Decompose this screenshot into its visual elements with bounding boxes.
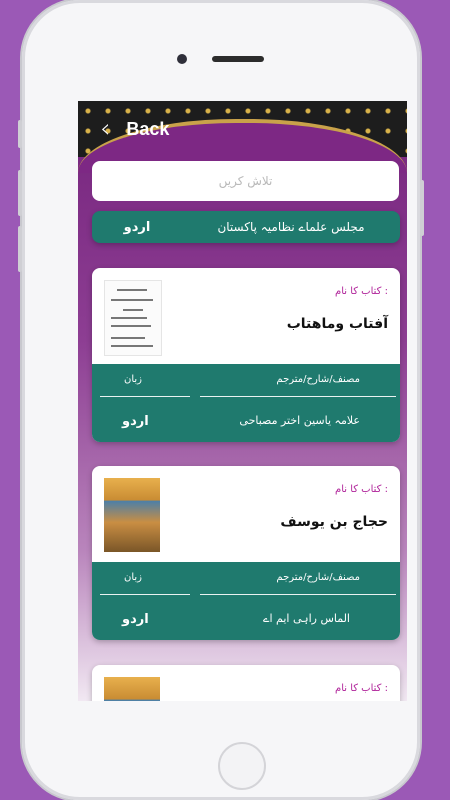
book-details	[92, 562, 400, 640]
language-header: زبان	[124, 374, 143, 385]
book-info	[92, 268, 400, 364]
search-input[interactable]	[92, 161, 399, 201]
book-cover-image	[104, 478, 160, 552]
earpiece-speaker	[212, 56, 264, 62]
language-value: اردو	[122, 414, 149, 429]
ornamental-header	[78, 101, 407, 157]
publisher-value: مجلس علماے نظامیہ پاکستان	[217, 220, 365, 234]
book-name-label: کتاب کا نام :	[335, 484, 388, 495]
book-cover-image	[104, 677, 160, 701]
language-value: اردو	[122, 612, 149, 627]
language-value: اردو	[123, 219, 151, 235]
book-info	[92, 665, 400, 701]
language-header: زبان	[124, 572, 143, 583]
power-button	[420, 180, 424, 236]
chevron-left-icon: ‹	[100, 114, 111, 144]
divider	[100, 594, 190, 595]
book-card[interactable]	[92, 268, 400, 442]
book-name-label: کتاب کا نام :	[335, 286, 388, 297]
book-name-label: کتاب کا نام :	[335, 683, 388, 694]
phone-frame	[22, 0, 420, 800]
author-header: مصنف/شارح/مترجم	[276, 572, 360, 583]
book-details	[92, 364, 400, 442]
divider	[200, 396, 396, 397]
app-screen	[78, 101, 407, 701]
book-card[interactable]	[92, 466, 400, 640]
divider	[100, 396, 190, 397]
back-label: Back	[126, 118, 170, 139]
book-info	[92, 466, 400, 562]
author-value: علامہ یاسین اختر مصباحی	[239, 414, 360, 427]
mute-switch	[18, 120, 22, 148]
book-title: حجاج بن یوسف	[280, 514, 388, 530]
front-camera	[177, 54, 187, 64]
book-title: آفتاب وماھتاب	[286, 316, 388, 332]
volume-down-button	[18, 226, 22, 272]
author-header: مصنف/شارح/مترجم	[276, 374, 360, 385]
book-card[interactable]	[92, 665, 400, 701]
home-button[interactable]	[218, 742, 266, 790]
divider	[200, 594, 396, 595]
book-cover-image	[104, 280, 162, 356]
author-value: الماس راہی ایم اے	[263, 612, 350, 625]
volume-up-button	[18, 170, 22, 216]
book-card-partial[interactable]	[92, 211, 400, 243]
back-button[interactable]	[100, 115, 169, 143]
